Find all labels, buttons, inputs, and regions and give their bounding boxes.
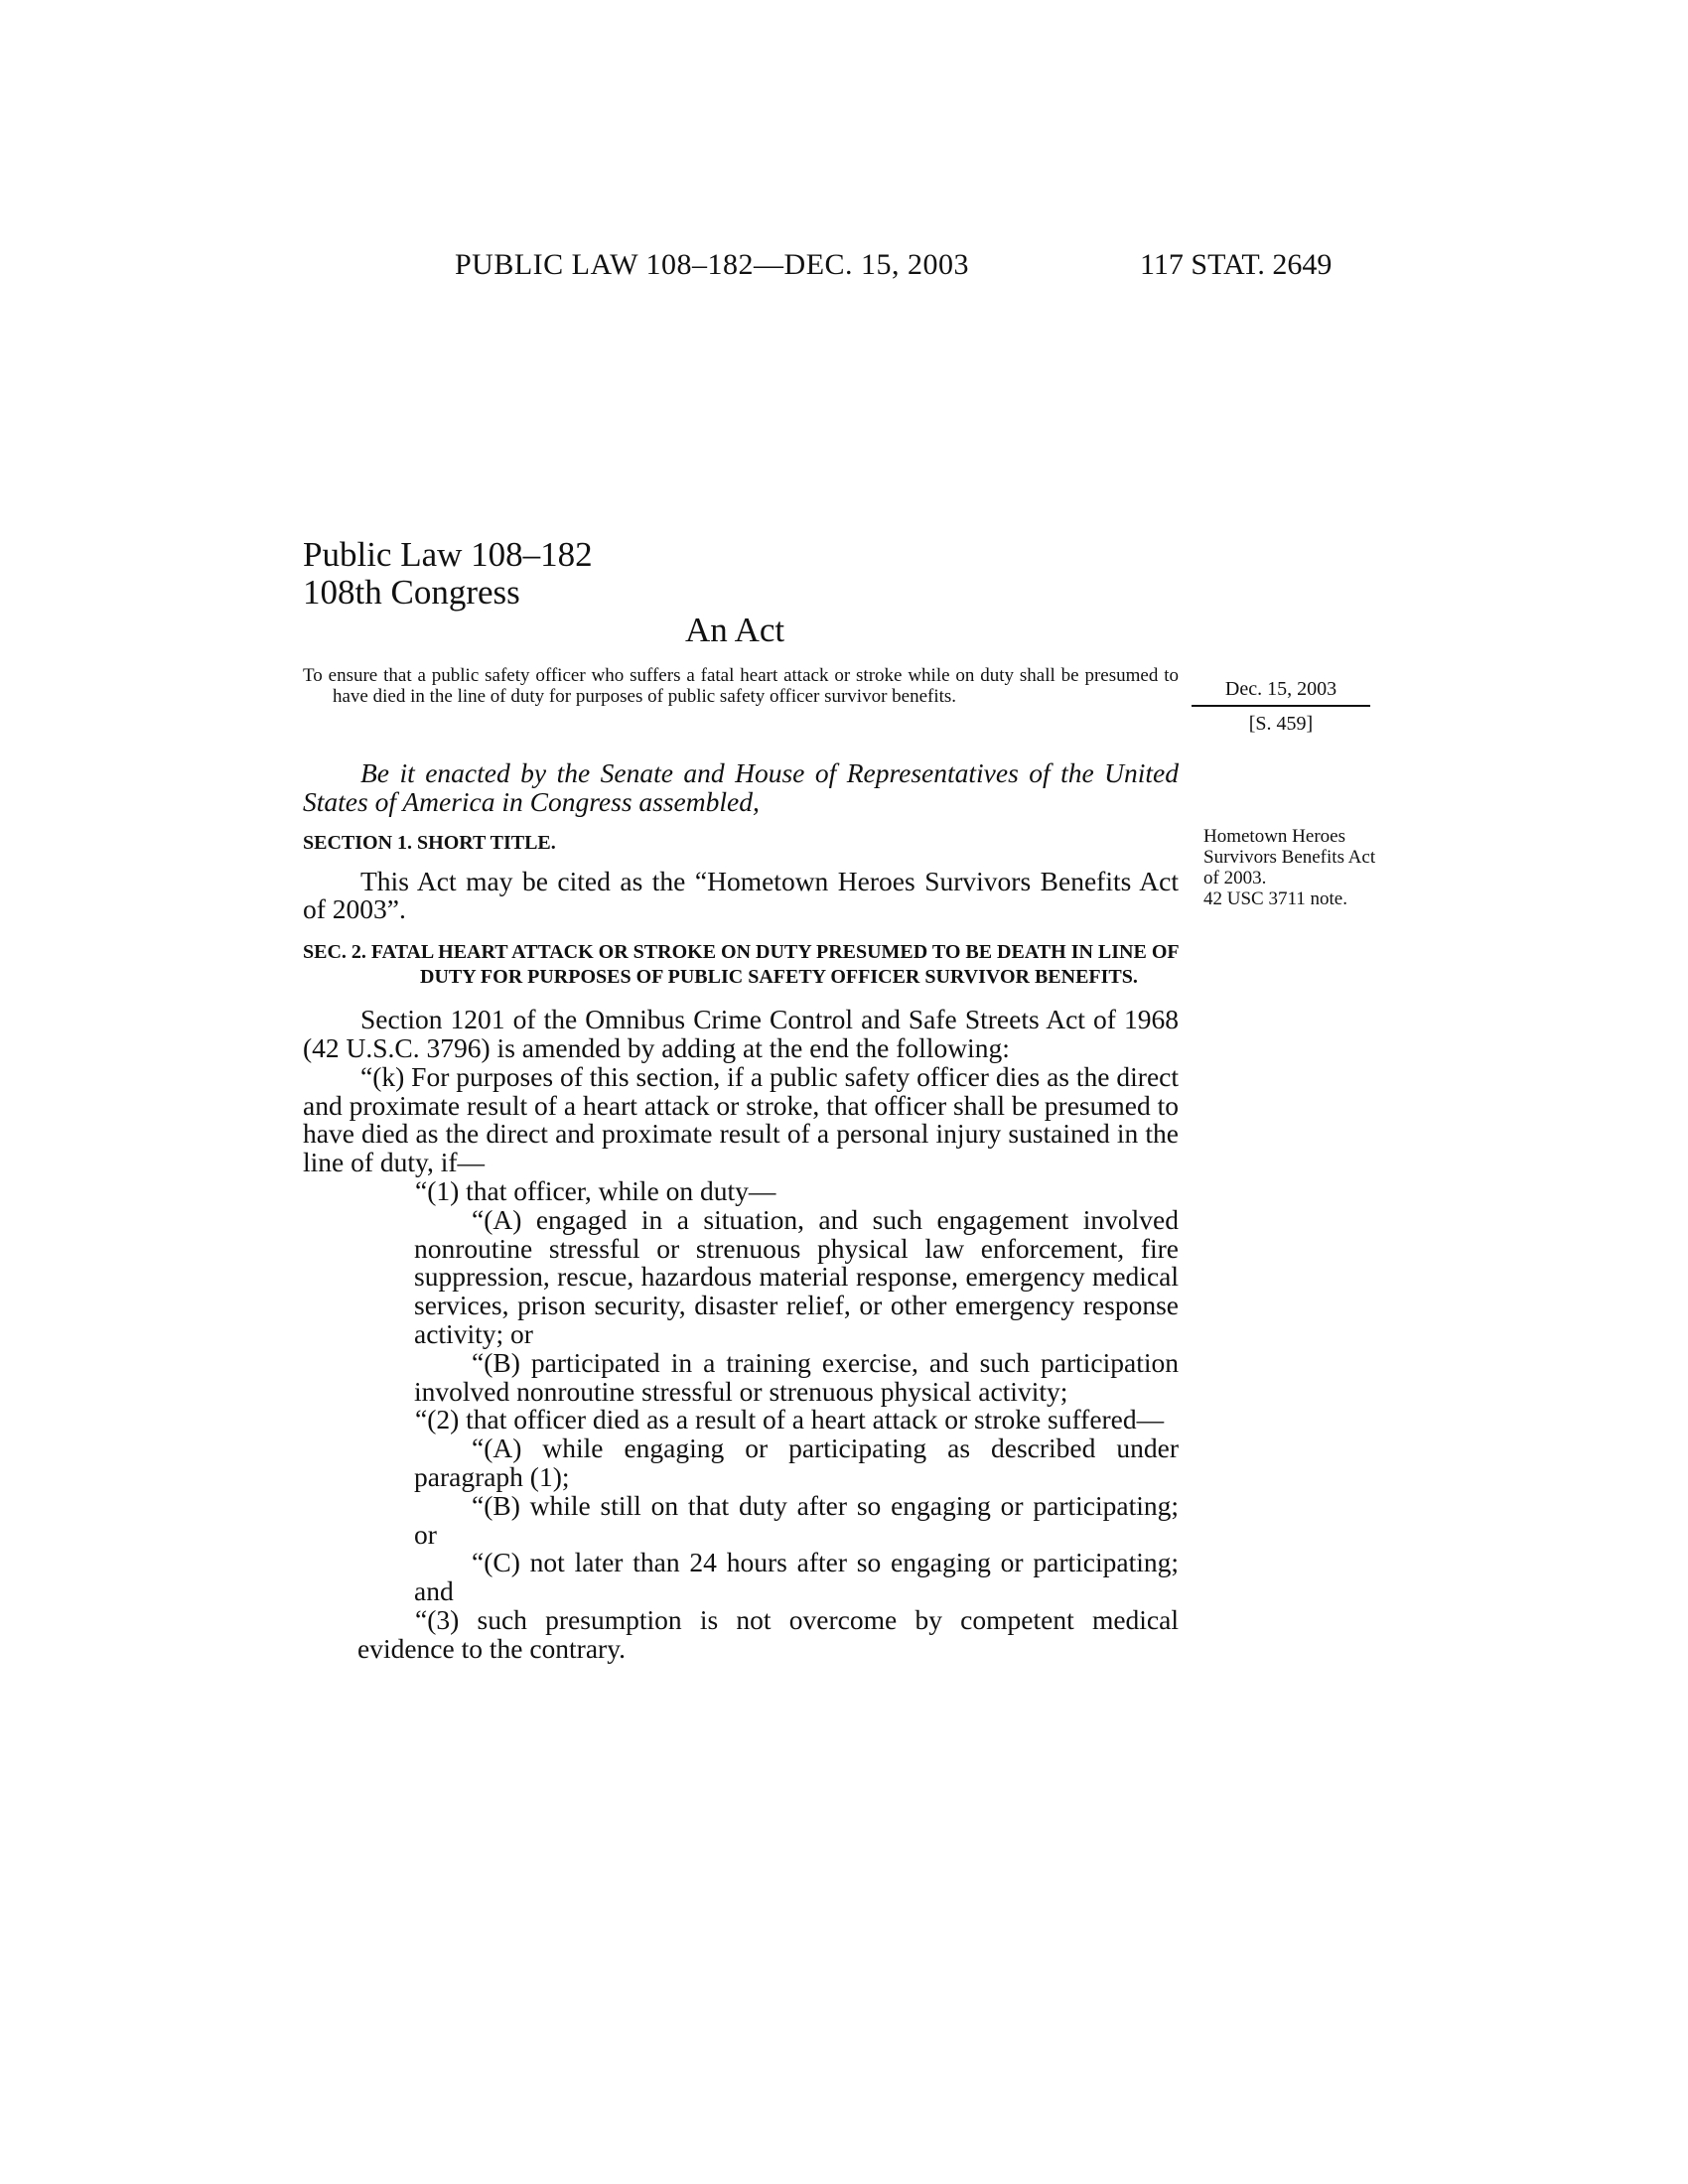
section-1-heading: SECTION 1. SHORT TITLE. — [303, 831, 556, 854]
section-1-text: This Act may be cited as the “Hometown Heroes Survivors Benefits Act of 2003”. — [303, 865, 1179, 925]
margin-date: Dec. 15, 2003 — [1192, 678, 1370, 707]
running-header-page: 117 STAT. 2649 — [1140, 248, 1333, 281]
side-note-usc: 42 USC 3711 note. — [1203, 888, 1347, 909]
margin-bill-number: [S. 459] — [1248, 713, 1314, 735]
paragraph-2-A: “(A) while engaging or participating as described under paragraph (1); — [414, 1433, 1179, 1492]
subsection-k: “(k) For purposes of this section, if a public safety officer dies as the direct and proximate result of a heart attack or stroke, that officer shall be presumed to have died as the direct and proximate result of a personal injury sustained in the line of duty, if— — [303, 1060, 1179, 1178]
paragraph-1-A: “(A) engaged in a situation, and such engagement involved nonroutine stressful or strenuous physical law enforcement, fire suppression, rescue, hazardous material response, emergency medical services, prison security, disaster relief, or other emergency response activity; or — [414, 1203, 1179, 1349]
paragraph-2-C: “(C) not later than 24 hours after so engaging or participating; and — [414, 1547, 1179, 1607]
running-header-left: PUBLIC LAW 108–182—DEC. 15, 2003 — [455, 248, 970, 281]
paragraph-2-B: “(B) while still on that duty after so engaging or participating; or — [414, 1489, 1179, 1550]
law-title — [303, 536, 593, 612]
enacting-clause: Be it enacted by the Senate and House of Representatives of the United States of America in Congress assembled, — [303, 757, 1179, 817]
section-2-intro: Section 1201 of the Omnibus Crime Control and Safe Streets Act of 1968 (42 U.S.C. 3796) is amended by adding at the end the following: — [303, 1004, 1179, 1063]
main-body — [303, 759, 1179, 1664]
congress-number: 108th Congress — [303, 573, 520, 612]
side-note — [1203, 826, 1392, 909]
paragraph-2: “(2) that officer died as a result of a heart attack or stroke suffered— — [415, 1404, 1165, 1435]
public-law-number: Public Law 108–182 — [303, 535, 593, 574]
act-purpose: To ensure that a public safety officer who suffers a fatal heart attack or stroke while on duty shall be presumed to have died in the line of duty for purposes of public safety officer survivor benefits. — [303, 665, 1179, 707]
act-heading: An Act — [685, 611, 785, 649]
paragraph-1-B: “(B) participated in a training exercise, and such participation involved nonroutine stressful or strenuous physical activity; — [414, 1346, 1179, 1407]
side-note-short-title: Hometown Heroes Survivors Benefits Act of 2003. — [1203, 826, 1376, 888]
paragraph-1: “(1) that officer, while on duty— — [415, 1174, 776, 1206]
section-2-heading: SEC. 2. FATAL HEART ATTACK OR STROKE ON DUTY PRESUMED TO BE DEATH IN LINE OF DUTY FOR PURPOSES OF PUBLIC SAFETY OFFICER SURVIVOR BENEFITS. — [303, 941, 1179, 989]
paragraph-3: “(3) such presumption is not overcome by competent medical evidence to the contrary. — [357, 1603, 1179, 1664]
